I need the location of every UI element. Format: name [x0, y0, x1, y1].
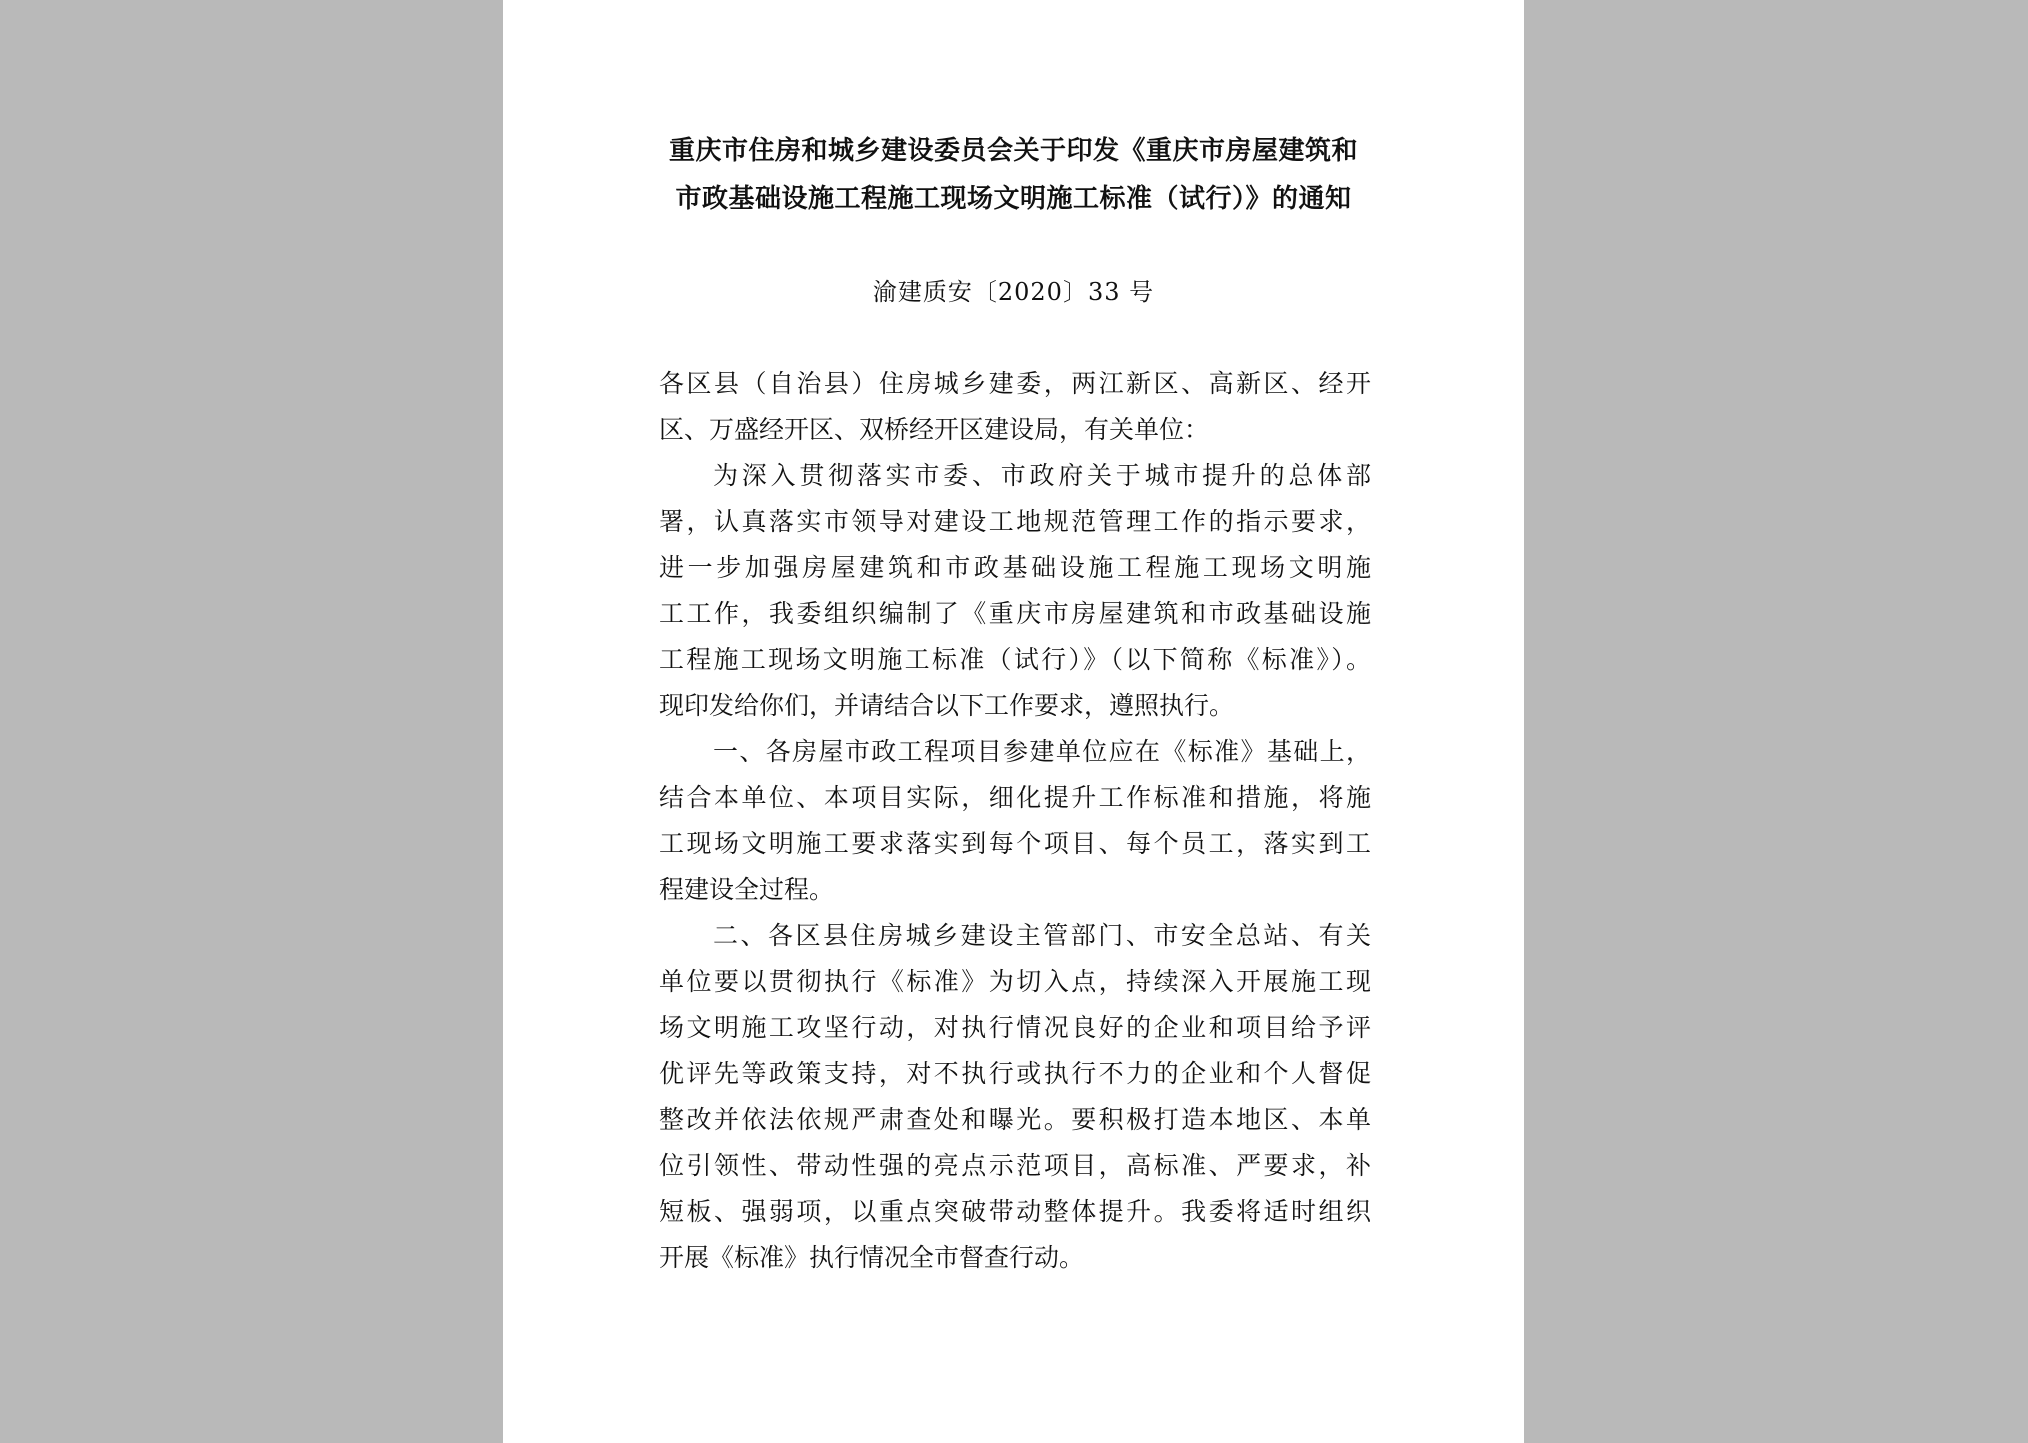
body-line-item1-2: 结合本单位、本项目实际，细化提升工作标准和措施，将施: [659, 783, 1371, 812]
body-line-p1-4: 工工作，我委组织编制了《重庆市房屋建筑和市政基础设施: [659, 599, 1371, 628]
body-line-p1-6: 现印发给你们，并请结合以下工作要求，遵照执行。: [659, 691, 1235, 720]
body-line-addressee-2: 区、万盛经开区、双桥经开区建设局，有关单位：: [659, 415, 1210, 444]
body-line-p1-1: 为深入贯彻落实市委、市政府关于城市提升的总体部: [713, 461, 1371, 490]
body-line-item2-5: 整改并依法依规严肃查处和曝光。要积极打造本地区、本单: [659, 1105, 1371, 1134]
document-title-line-2: 市政基础设施工程施工现场文明施工标准（试行）》的通知: [675, 184, 1352, 214]
body-line-item2-4: 优评先等政策支持，对不执行或执行不力的企业和个人督促: [659, 1059, 1371, 1088]
body-line-item2-7: 短板、强弱项，以重点突破带动整体提升。我委将适时组织: [659, 1197, 1371, 1226]
body-line-p1-3: 进一步加强房屋建筑和市政基础设施工程施工现场文明施: [659, 553, 1371, 582]
document-number: 渝建质安〔2020〕33 号: [872, 278, 1155, 306]
body-line-addressee-1: 各区县（自治县）住房城乡建委，两江新区、高新区、经开: [659, 369, 1371, 398]
body-line-p1-2: 署，认真落实市领导对建设工地规范管理工作的指示要求，: [659, 507, 1371, 536]
body-line-item2-2: 单位要以贯彻执行《标准》为切入点，持续深入开展施工现: [659, 967, 1371, 996]
document-title-line-1: 重庆市住房和城乡建设委员会关于印发《重庆市房屋建筑和: [668, 136, 1358, 166]
body-line-item1-3: 工现场文明施工要求落实到每个项目、每个员工，落实到工: [659, 829, 1371, 858]
body-line-item2-6: 位引领性、带动性强的亮点示范项目，高标准、严要求，补: [659, 1151, 1371, 1180]
body-line-item2-3: 场文明施工攻坚行动，对执行情况良好的企业和项目给予评: [659, 1013, 1371, 1042]
body-line-item1-1: 一、各房屋市政工程项目参建单位应在《标准》基础上，: [713, 737, 1371, 766]
body-line-item2-8: 开展《标准》执行情况全市督查行动。: [659, 1243, 1085, 1272]
body-line-item2-1: 二、各区县住房城乡建设主管部门、市安全总站、有关: [713, 921, 1371, 950]
body-line-item1-4: 程建设全过程。: [659, 875, 835, 904]
document-body: [659, 361, 1371, 1281]
document-page: [503, 0, 1524, 1443]
body-line-p1-5: 工程施工现场文明施工标准（试行）》（以下简称《标准》）。: [659, 645, 1371, 674]
